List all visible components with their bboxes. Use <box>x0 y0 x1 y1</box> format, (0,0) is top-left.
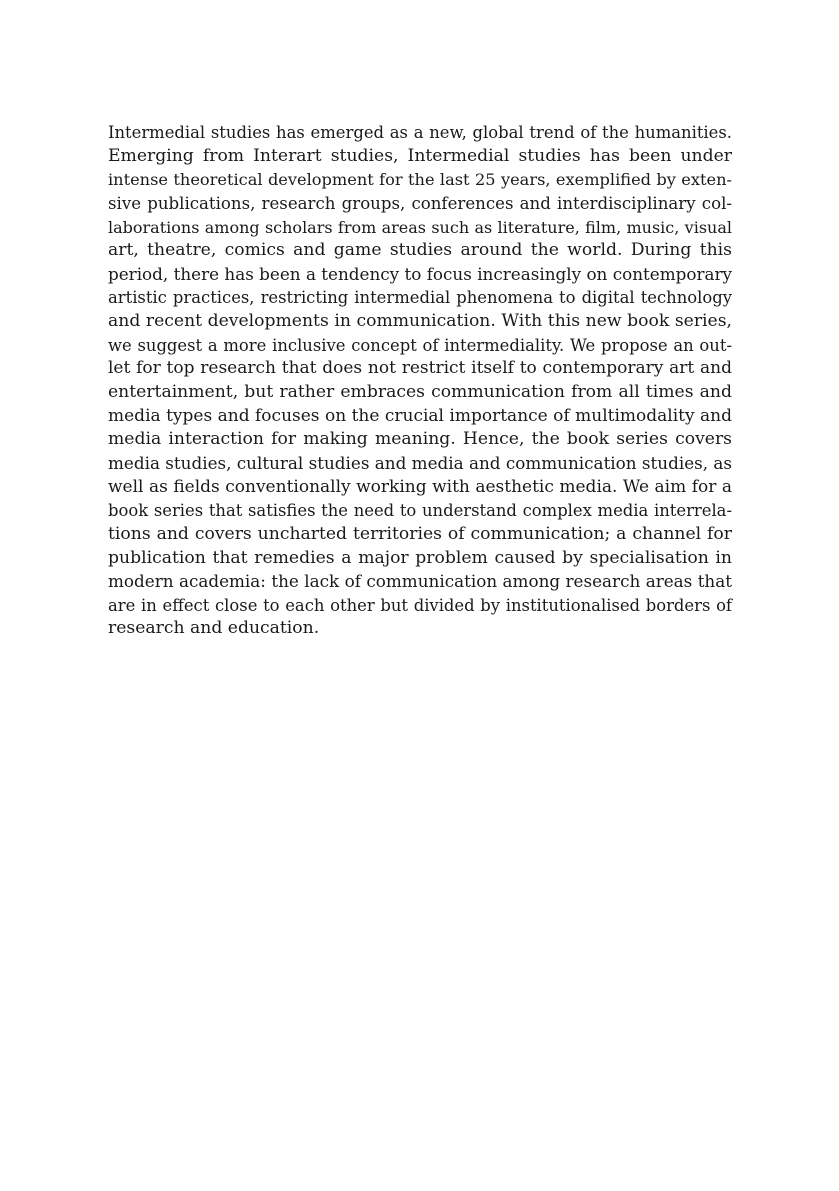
text-line: Emerging from Interart studies, Intermedial studies has been under <box>108 145 732 166</box>
text-line: laborations among scholars from areas such as literature, film, music, visual <box>108 217 732 237</box>
text-line: book series that satisfies the need to understand complex media interrela- <box>108 501 732 521</box>
text-line: period, there has been a tendency to focus increasingly on contemporary <box>108 263 732 284</box>
text-line: intense theoretical development for the last 25 years, exemplified by exten- <box>108 170 732 190</box>
text-line: well as fields conventionally working with aesthetic media. We aim for a <box>108 476 732 497</box>
text-line: media studies, cultural studies and media and communication studies, as <box>108 452 733 473</box>
text-line: modern academia: the lack of communication among research areas that <box>108 571 732 592</box>
text-line: and recent developments in communication. With this new book series, <box>108 311 732 332</box>
text-line-last: research and education. <box>108 618 320 639</box>
text-line: artistic practices, restricting intermedial phenomena to digital technology <box>108 288 732 308</box>
text-line: Intermedial studies has emerged as a new, global trend of the humanities. <box>108 123 732 142</box>
text-line: entertainment, but rather embraces communication from all times and <box>108 382 732 403</box>
series-description-paragraph <box>108 121 732 641</box>
text-line: media types and focuses on the crucial importance of multimodality and <box>108 405 732 426</box>
text-line: art, theatre, comics and game studies around the world. During this <box>108 240 732 261</box>
text-line: we suggest a more inclusive concept of intermediality. We propose an out- <box>108 335 732 355</box>
text-line: publication that remedies a major problem caused by specialisation in <box>108 547 732 568</box>
text-line: let for top research that does not restrict itself to contemporary art and <box>108 358 732 379</box>
text-line: sive publications, research groups, conferences and interdisciplinary col- <box>108 193 732 213</box>
text-line: are in effect close to each other but divided by institutionalised borders of <box>108 595 732 615</box>
text-line: media interaction for making meaning. Hence, the book series covers <box>108 429 732 450</box>
text-line: tions and covers uncharted territories of communication; a channel for <box>108 523 732 544</box>
